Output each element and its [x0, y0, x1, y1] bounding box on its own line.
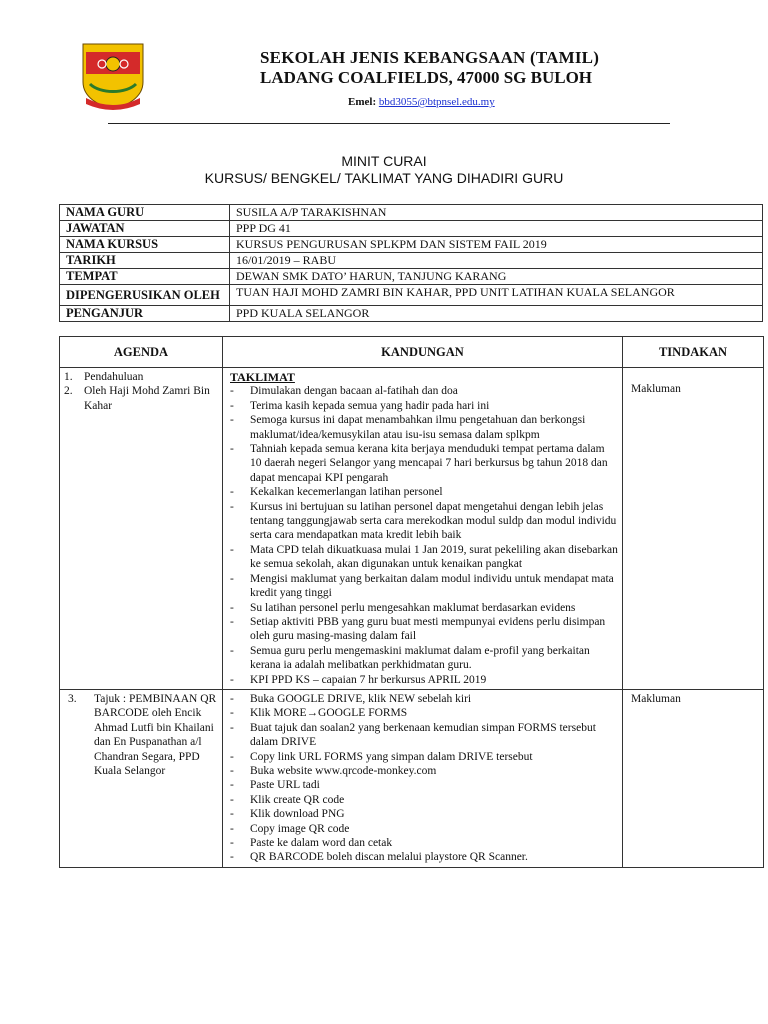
list-item: [227, 692, 618, 706]
list-item: [227, 750, 618, 764]
dash-bullet: -: [230, 615, 234, 628]
list-item: [227, 850, 618, 864]
kandungan-cell: [223, 368, 623, 690]
list-item: [227, 543, 618, 572]
table-row: [60, 368, 764, 690]
header-divider: [108, 123, 670, 124]
list-item-text: Copy image QR code: [250, 822, 350, 835]
list-item: [227, 572, 618, 601]
document-subtitle: KURSUS/ BENGKEL/ TAKLIMAT YANG DIHADIRI GURU: [204, 170, 564, 186]
kandungan-title: TAKLIMAT: [230, 370, 295, 384]
school-name-line1: SEKOLAH JENIS KEBANGSAAN (TAMIL): [260, 48, 600, 67]
dash-bullet: -: [230, 822, 234, 835]
info-label: TARIKH: [60, 253, 230, 269]
email-label: Emel:: [348, 96, 377, 108]
list-item-text: Su latihan personel perlu mengesahkan maklumat berdasarkan evidens: [250, 601, 576, 614]
info-value: KURSUS PENGURUSAN SPLKPM DAN SISTEM FAIL 2019: [230, 237, 763, 253]
dash-bullet: -: [230, 808, 234, 821]
list-item: [227, 721, 618, 750]
dash-bullet: -: [230, 486, 234, 499]
list-item: [227, 413, 618, 442]
agenda-number: 3.: [68, 692, 77, 705]
info-row-tempat: [60, 269, 763, 285]
list-item-text: Klik MORE→GOOGLE FORMS: [250, 707, 408, 720]
school-name-block: [260, 48, 680, 88]
dash-bullet: -: [230, 414, 234, 427]
dash-bullet: -: [230, 399, 234, 412]
list-item-text: Klik create QR code: [250, 793, 345, 806]
list-item-text: QR BARCODE boleh discan melalui playstore QR Scanner.: [250, 851, 528, 864]
list-item: [227, 500, 618, 543]
school-crest-logo: [80, 42, 146, 110]
agenda-item: [64, 370, 218, 384]
agenda-cell: [60, 689, 223, 867]
list-item-text: Paste ke dalam word dan cetak: [250, 837, 393, 849]
dash-bullet: -: [230, 673, 234, 686]
agenda-text: Pendahuluan: [84, 371, 144, 383]
list-item-text: Tahniah kepada semua kerana kita berjaya menduduki tempat pertama dalam 10 daerah negeri Selangor yang mencapai 7 hari berkursus bg tahun 2018 dan dapat mencapai KPI pengarah: [250, 443, 608, 484]
header-agenda: AGENDA: [60, 337, 223, 368]
info-row-tarikh: [60, 253, 763, 269]
dash-bullet: -: [230, 851, 234, 864]
letterhead: [80, 40, 680, 120]
list-item: [227, 673, 618, 687]
dash-bullet: -: [230, 692, 234, 705]
list-item-text: Semua guru perlu mengemaskini maklumat dalam e-profil yang berkaitan kerana ia adalah melibatkan perkhidmatan guru.: [250, 644, 590, 672]
list-item: [227, 399, 618, 413]
dash-bullet: -: [230, 764, 234, 777]
info-row-jawatan: [60, 221, 763, 237]
info-label: DIPENGERUSIKAN OLEH: [60, 285, 230, 306]
agenda-item: [64, 384, 218, 413]
school-name-line2: LADANG COALFIELDS, 47000 SG BULOH: [260, 68, 593, 87]
info-value: 16/01/2019 – RABU: [230, 253, 763, 269]
list-item-text: Klik download PNG: [250, 808, 345, 821]
info-label: NAMA GURU: [60, 205, 230, 221]
info-row-penganjur: [60, 306, 763, 322]
header-tindakan: TINDAKAN: [623, 337, 764, 368]
list-item: [227, 601, 618, 615]
list-item: [227, 822, 618, 836]
dash-bullet: -: [230, 500, 234, 513]
info-value: PPD KUALA SELANGOR: [230, 306, 763, 322]
email-line: [348, 96, 495, 108]
agenda-number: 1.: [64, 371, 73, 383]
agenda-text: Oleh Haji Mohd Zamri Bin Kahar: [84, 385, 210, 412]
list-item-text: KPI PPD KS – capaian 7 hr berkursus APRIL 2019: [250, 673, 487, 686]
list-item: [227, 793, 618, 807]
list-item: [227, 442, 618, 485]
agenda-number: 2.: [64, 385, 73, 398]
info-value: SUSILA A/P TARAKISHNAN: [230, 205, 763, 221]
info-row-nama-guru: [60, 205, 763, 221]
list-item-text: Mengisi maklumat yang berkaitan dalam modul individu untuk mendapat mata kredit yang tinggi: [250, 572, 614, 600]
agenda-item: [64, 692, 218, 778]
dash-bullet: -: [230, 793, 234, 806]
list-item: [227, 778, 618, 792]
dash-bullet: -: [230, 572, 234, 585]
kandungan-cell: [223, 689, 623, 867]
list-item-text: Paste URL tadi: [250, 779, 320, 792]
info-value: TUAN HAJI MOHD ZAMRI BIN KAHAR, PPD UNIT LATIHAN KUALA SELANGOR: [230, 285, 763, 306]
dash-bullet: -: [230, 601, 234, 614]
dash-bullet: -: [230, 837, 234, 849]
list-item-text: Dimulakan dengan bacaan al-fatihah dan doa: [250, 385, 458, 398]
dash-bullet: -: [230, 750, 234, 763]
minutes-table: [59, 336, 764, 868]
course-info-table: [59, 204, 763, 322]
info-label: TEMPAT: [60, 269, 230, 285]
list-item: [227, 384, 618, 398]
list-item: [227, 807, 618, 821]
info-value: PPP DG 41: [230, 221, 763, 237]
list-item-text: Buka website www.qrcode-monkey.com: [250, 764, 437, 777]
list-item-text: Kekalkan kecemerlangan latihan personel: [250, 486, 443, 499]
email-link[interactable]: bbd3055@btpnsel.edu.my: [378, 96, 495, 108]
list-item-text: Buka GOOGLE DRIVE, klik NEW sebelah kiri: [250, 692, 472, 705]
dash-bullet: -: [230, 707, 234, 720]
document-title: MINIT CURAI: [341, 153, 427, 169]
dash-bullet: -: [230, 443, 234, 456]
tindakan-cell: [623, 368, 764, 690]
info-label: PENGANJUR: [60, 306, 230, 322]
table-row: [60, 689, 764, 867]
list-item: [227, 706, 618, 720]
list-item-text: Kursus ini bertujuan su latihan personel dapat mengetahui dengan lebih jelas tentang tanggungjawab serta cara merekodkan modul suldp dan modul individu serta cara mendapatkan mata kredit lebih baik: [250, 500, 617, 542]
tindakan-text: Makluman: [631, 383, 681, 395]
tindakan-text: Makluman: [631, 692, 681, 705]
list-item-text: Buat tajuk dan soalan2 yang berkenaan kemudian simpan FORMS tersebut dalam DRIVE: [250, 721, 596, 749]
tindakan-cell: [623, 689, 764, 867]
info-label: NAMA KURSUS: [60, 237, 230, 253]
dash-bullet: -: [230, 721, 234, 734]
list-item-text: Terima kasih kepada semua yang hadir pada hari ini: [250, 399, 490, 412]
info-row-dipengerusikan: [60, 285, 763, 306]
info-row-nama-kursus: [60, 237, 763, 253]
dash-bullet: -: [230, 644, 234, 657]
table-header-row: [60, 337, 764, 368]
list-item: [227, 836, 618, 850]
info-label: JAWATAN: [60, 221, 230, 237]
list-item-text: Setiap aktiviti PBB yang guru buat mesti mempunyai evidens perlu disimpan oleh guru masing-masing dalam fail: [250, 615, 606, 643]
list-item-text: Copy link URL FORMS yang simpan dalam DRIVE tersebut: [250, 750, 533, 763]
list-item: [227, 485, 618, 499]
header-kandungan: KANDUNGAN: [223, 337, 623, 368]
list-item-text: Mata CPD telah dikuatkuasa mulai 1 Jan 2019, surat pekeliling akan disebarkan ke semua sekolah, akan digunakan untuk kenaikan pangkat: [250, 543, 618, 571]
agenda-cell: [60, 368, 223, 690]
dash-bullet: -: [230, 543, 234, 556]
list-item: [227, 615, 618, 644]
info-value: DEWAN SMK DATO’ HARUN, TANJUNG KARANG: [230, 269, 763, 285]
list-item: [227, 644, 618, 673]
dash-bullet: -: [230, 779, 234, 792]
list-item-text: Semoga kursus ini dapat menambahkan ilmu pengetahuan dan berkongsi maklumat/idea/kemusykilan atau isu-isu semasa dalam splkpm: [250, 414, 586, 441]
list-item: [227, 764, 618, 778]
agenda-text: Tajuk : PEMBINAAN QR BARCODE oleh Encik Ahmad Lutfi bin Khailani dan En Puspanathan a/l Chandran Segara, PPD Kuala Selangor: [94, 692, 217, 777]
dash-bullet: -: [230, 385, 234, 398]
